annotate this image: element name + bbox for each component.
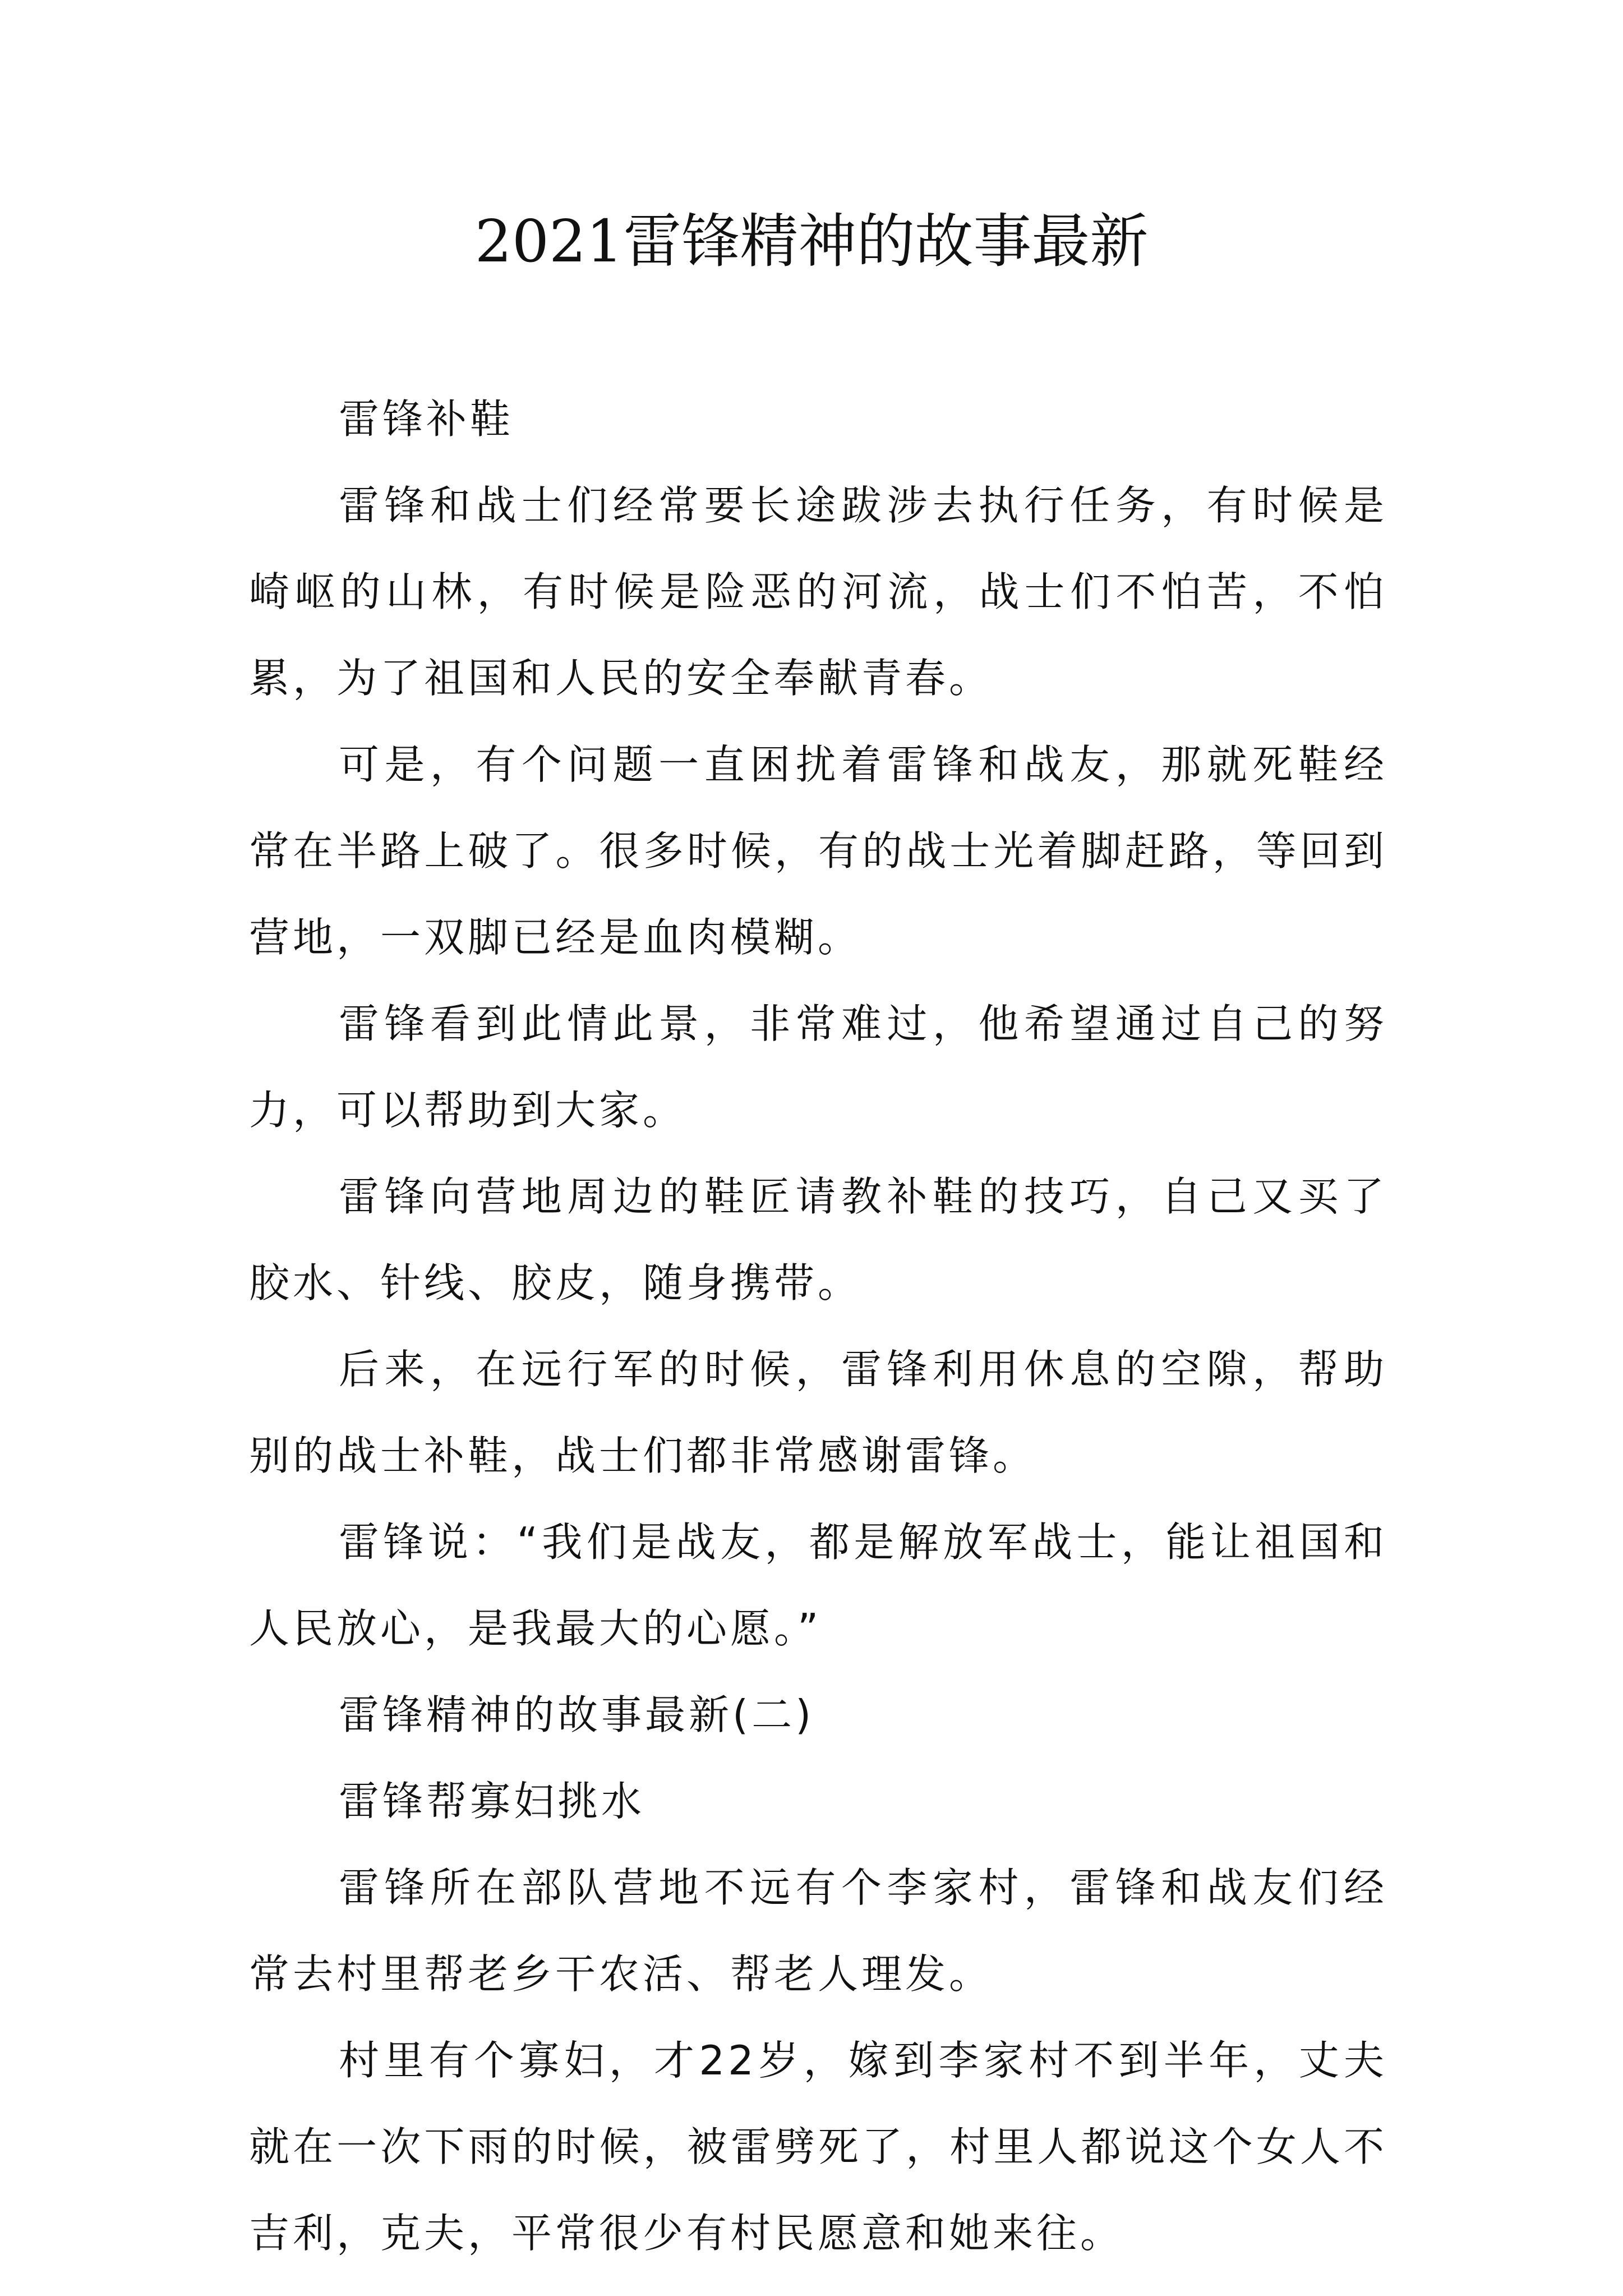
paragraph: 雷锋所在部队营地不远有个李家村，雷锋和战友们经常去村里帮老乡干农活、帮老人理发。	[249, 1864, 1387, 1998]
paragraph: 雷锋看到此情此景，非常难过，他希望通过自己的努力，可以帮助到大家。	[249, 1000, 1387, 1134]
document-body	[249, 376, 1387, 2276]
paragraph: 雷锋说：“我们是战友，都是解放军战士，能让祖国和人民放心，是我最大的心愿。”	[249, 1519, 1387, 1652]
section-heading-part-two: 雷锋精神的故事最新(二)	[339, 1691, 815, 1738]
paragraph: 可是，有个问题一直困扰着雷锋和战友，那就死鞋经常在半路上破了。很多时候，有的战士光着脚赶路，等回到营地，一双脚已经是血肉模糊。	[249, 741, 1387, 961]
section-heading-shoe-repair: 雷锋补鞋	[339, 395, 514, 443]
paragraph: 村里有个寡妇，才22岁，嫁到李家村不到半年，丈夫就在一次下雨的时候，被雷劈死了，村里人都说这个女人不吉利，克夫，平常很少有村民愿意和她来往。	[249, 2037, 1387, 2257]
paragraph: 后来，在远行军的时候，雷锋利用休息的空隙，帮助别的战士补鞋，战士们都非常感谢雷锋。	[249, 1346, 1387, 1479]
document-title: 2021雷锋精神的故事最新	[474, 207, 1149, 275]
section-heading-carrying-water: 雷锋帮寡妇挑水	[339, 1778, 645, 1825]
paragraph: 雷锋和战士们经常要长途跋涉去执行任务，有时候是崎岖的山林，有时候是险恶的河流，战士们不怕苦，不怕累，为了祖国和人民的安全奉献青春。	[249, 482, 1387, 702]
paragraph: 雷锋向营地周边的鞋匠请教补鞋的技巧，自己又买了胶水、针线、胶皮，随身携带。	[249, 1173, 1387, 1306]
